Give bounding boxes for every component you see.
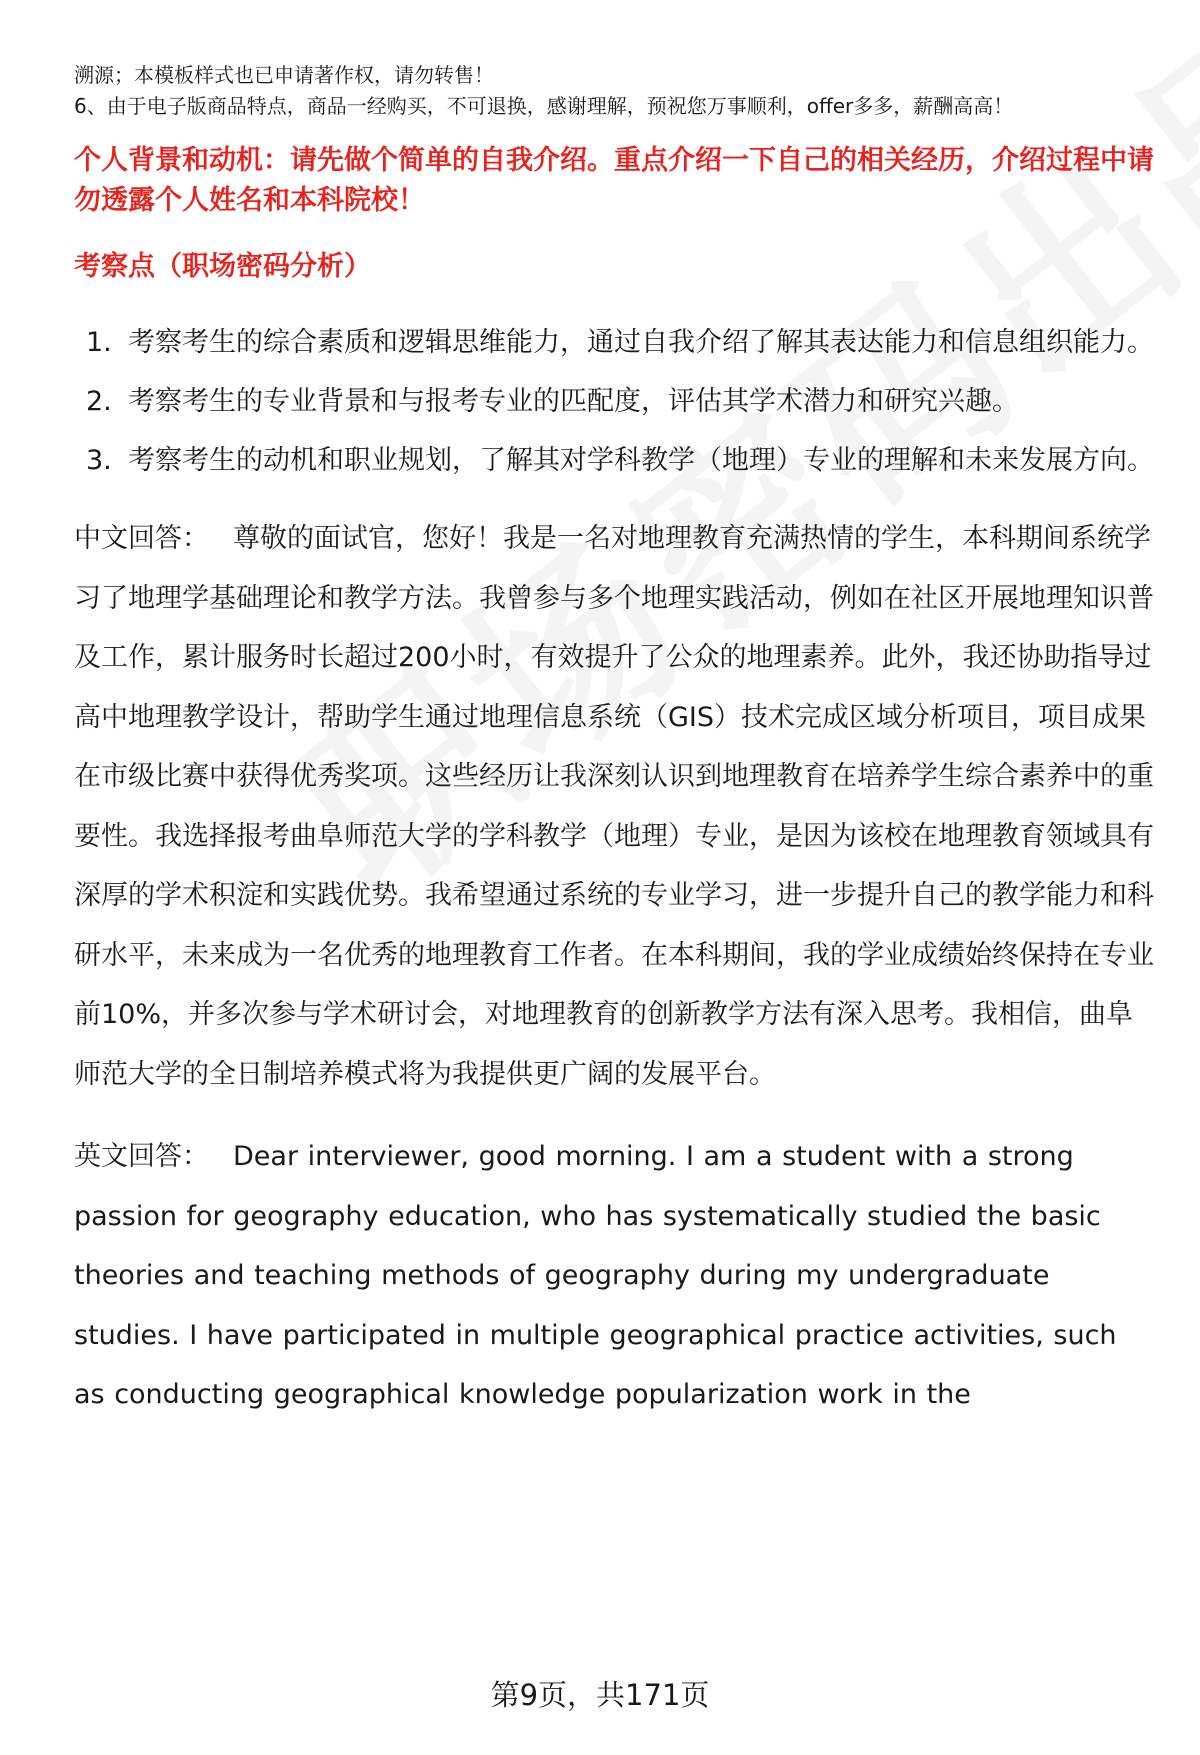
page-content: [74, 60, 1154, 1425]
notice-line-2: 6、由于电子版商品特点，商品一经购买，不可退换，感谢理解，预祝您万事顺利，offer多多，薪酬高高！: [74, 94, 1014, 118]
notice-line-1: 溯源；本模板样式也已申请著作权，请勿转售！: [74, 63, 494, 87]
list-item-number: 1.: [86, 327, 112, 358]
list-item-text: 考察考生的专业背景和与报考专业的匹配度，评估其学术潜力和研究兴趣。: [128, 386, 1019, 417]
page-number: 第9页，共171页: [490, 1678, 710, 1712]
interview-question: 个人背景和动机：请先做个简单的自我介绍。重点介绍一下自己的相关经历，介绍过程中请勿透露个人姓名和本科院校！: [74, 145, 1154, 216]
section-title: 考察点（职场密码分析）: [74, 251, 371, 282]
list-item-text: 考察考生的综合素质和逻辑思维能力，通过自我介绍了解其表达能力和信息组织能力。: [128, 327, 1154, 358]
list-item: [74, 431, 1154, 490]
chinese-answer: [74, 509, 1154, 1104]
list-item: [74, 372, 1154, 431]
english-answer-label: 英文回答：: [74, 1141, 209, 1172]
list-item: [74, 313, 1154, 372]
chinese-answer-label: 中文回答：: [74, 523, 209, 554]
assessment-points-list: [74, 313, 1154, 490]
english-answer: [74, 1127, 1154, 1425]
list-item-number: 3.: [86, 445, 112, 476]
english-answer-text: Dear interviewer, good morning. I am a student with a strong passion for geography education, who has systematically studied the basic theories and teaching methods of geography during my undergraduate studies. I have participated in multiple geographical practice activities, such as conducting geographical knowledge popularization work in the: [74, 1141, 1117, 1410]
list-item-number: 2.: [86, 386, 112, 417]
list-item-text: 考察考生的动机和职业规划，了解其对学科教学（地理）专业的理解和未来发展方向。: [128, 445, 1154, 476]
chinese-answer-text: 尊敬的面试官，您好！我是一名对地理教育充满热情的学生，本科期间系统学习了地理学基础理论和教学方法。我曾参与多个地理实践活动，例如在社区开展地理知识普及工作，累计服务时长超过200小时，有效提升了公众的地理素养。此外，我还协助指导过高中地理教学设计，帮助学生通过地理信息系统（GIS）技术完成区域分析项目，项目成果在市级比赛中获得优秀奖项。这些经历让我深刻认识到地理教育在培养学生综合素养中的重要性。我选择报考曲阜师范大学的学科教学（地理）专业，是因为该校在地理教育领域具有深厚的学术积淀和实践优势。我希望通过系统的专业学习，进一步提升自己的教学能力和科研水平，未来成为一名优秀的地理教育工作者。在本科期间，我的学业成绩始终保持在专业前10%，并多次参与学术研讨会，对地理教育的创新教学方法有深入思考。我相信，曲阜师范大学的全日制培养模式将为我提供更广阔的发展平台。: [74, 523, 1154, 1090]
